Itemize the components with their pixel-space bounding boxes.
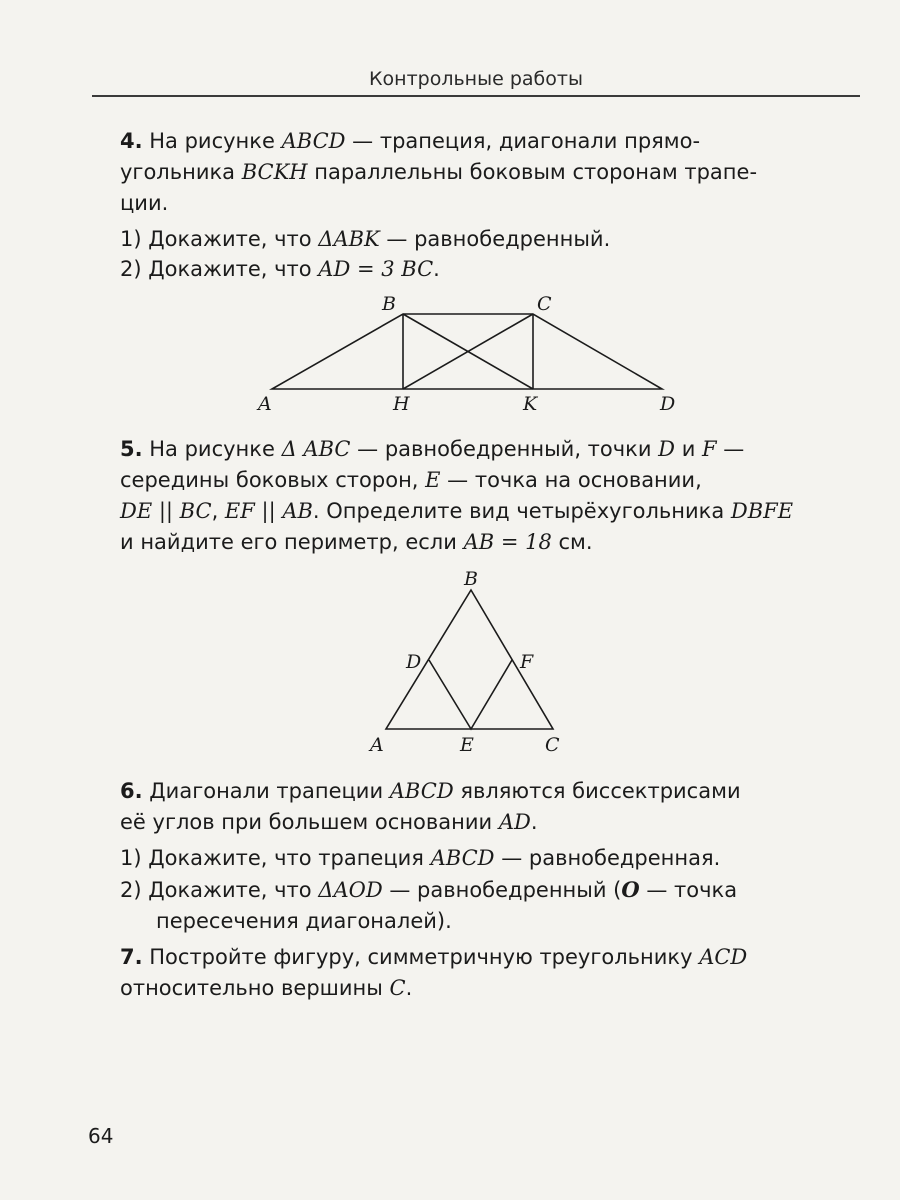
problem-6-line-2: её углов при большем основании AD. <box>120 810 538 834</box>
label-k: K <box>523 393 538 415</box>
label-d: D <box>660 393 676 415</box>
problem-number: 6. <box>120 779 143 803</box>
problem-5-line-4: и найдите его периметр, если AB = 18 см. <box>120 530 593 554</box>
problem-5-line-2: середины боковых сторон, E — точка на основании, <box>120 468 702 492</box>
label-a: A <box>370 734 384 756</box>
problem-5-line-1: 5. На рисунке Δ ABC — равнобедренный, точки D и F — <box>120 437 745 461</box>
triangle-figure <box>360 560 580 760</box>
label-f: F <box>520 651 534 673</box>
label-e: E <box>460 734 474 756</box>
segments-de-ef <box>429 660 512 729</box>
problem-number: 7. <box>120 945 143 969</box>
problem-7-line-2: относительно вершины C. <box>120 976 413 1000</box>
problem-6-item-2: 2) Докажите, что ΔAOD — равнобедренный (O — точка пересечения диагоналей). <box>120 877 738 933</box>
problem-4-line-1: 4. На рисунке ABCD — трапеция, диагонали прямо- <box>120 129 701 153</box>
problem-5-line-3: DE || BC, EF || AB. Определите вид четырёхугольника DBFE <box>120 499 794 523</box>
page-number: 64 <box>88 1124 114 1148</box>
label-b: B <box>464 568 478 590</box>
problem-number: 4. <box>120 129 143 153</box>
problem-6-line-1: 6. Диагонали трапеции ABCD являются биссектрисами <box>120 779 741 803</box>
running-header: Контрольные работы <box>369 68 583 90</box>
problem-6 <box>120 776 860 838</box>
problem-6-item-1: 1) Докажите, что трапеция ABCD — равнобедренная. <box>120 846 721 870</box>
problem-7 <box>120 942 860 1004</box>
label-a: A <box>258 393 272 415</box>
problem-number: 5. <box>120 437 143 461</box>
problem-5 <box>120 434 860 558</box>
label-h: H <box>393 393 410 415</box>
problem-4-item-1: 1) Докажите, что ΔABK — равнобедренный. <box>120 227 611 251</box>
label-b: B <box>382 293 396 315</box>
label-c: C <box>545 734 560 756</box>
label-d: D <box>406 651 422 673</box>
header-rule <box>92 95 860 97</box>
problem-4-item-2: 2) Докажите, что AD = 3 BC. <box>120 257 440 281</box>
problem-4-line-2: угольника BCKH параллельны боковым сторонам трапе- <box>120 160 758 184</box>
problem-4 <box>120 126 860 219</box>
problem-7-line-1: 7. Постройте фигуру, симметричную треугольнику ACD <box>120 945 748 969</box>
problem-4-line-3: ции. <box>120 191 169 215</box>
trapezoid-figure <box>250 290 690 420</box>
label-c: C <box>537 293 552 315</box>
